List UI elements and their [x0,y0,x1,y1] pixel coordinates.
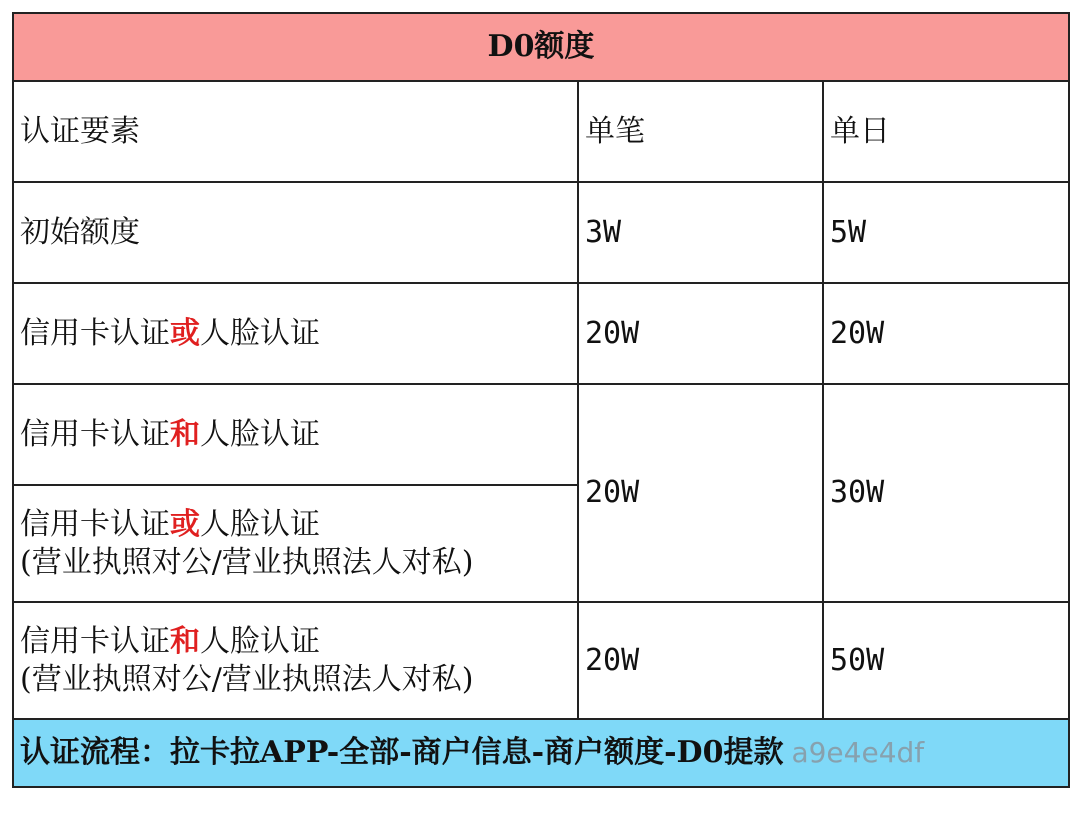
row-label [13,384,578,485]
label-post: 人脸认证 [200,623,320,659]
table-title: D0额度 [13,13,1069,81]
row-note: (营业执照对公/营业执照法人对私) [20,661,474,697]
label-pre: 信用卡认证 [20,416,170,452]
table-row [13,182,1069,283]
label-pre: 信用卡认证 [20,623,170,659]
row-label [13,602,578,719]
single-value: 20W [578,602,823,719]
daily-value: 5W [823,182,1069,283]
conjunction: 或 [170,315,200,351]
single-value: 20W [578,283,823,384]
merged-daily-value: 30W [823,384,1069,602]
table-row [13,602,1069,719]
table-row [13,384,1069,485]
single-value: 3W [578,182,823,283]
table-row [13,283,1069,384]
row-label [13,283,578,384]
conjunction: 或 [170,506,200,542]
d0-quota-table [12,12,1070,788]
conjunction: 和 [170,623,200,659]
label-pre: 信用卡认证 [20,506,170,542]
label-post: 人脸认证 [200,416,320,452]
process-text: 认证流程：拉卡拉APP-全部-商户信息-商户额度-D0提款 [20,735,784,770]
header-row [13,81,1069,182]
merged-single-value: 20W [578,384,823,602]
row-note: (营业执照对公/营业执照法人对私) [20,544,474,580]
daily-value: 20W [823,283,1069,384]
row-label: 初始额度 [13,182,578,283]
header-auth-factor: 认证要素 [13,81,578,182]
conjunction: 和 [170,416,200,452]
header-single: 单笔 [578,81,823,182]
daily-value: 50W [823,602,1069,719]
row-label [13,485,578,602]
watermark-id: a9e4e4df [791,736,925,769]
label-post: 人脸认证 [200,315,320,351]
process-footer [13,719,1069,787]
label-post: 人脸认证 [200,506,320,542]
header-daily: 单日 [823,81,1069,182]
label-pre: 信用卡认证 [20,315,170,351]
